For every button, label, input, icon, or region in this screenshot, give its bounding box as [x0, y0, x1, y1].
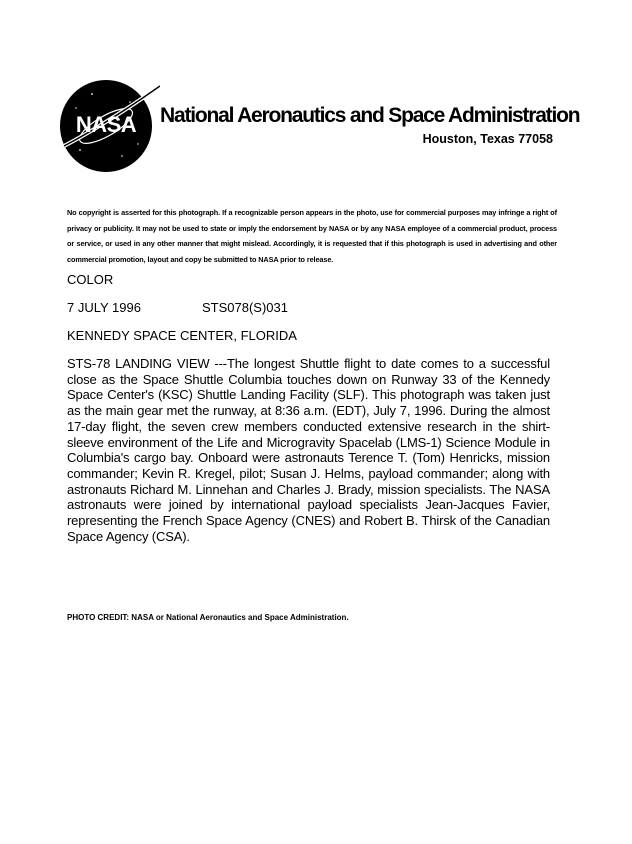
photo-caption: STS-78 LANDING VIEW ---The longest Shuttle flight to date comes to a successful close as the Space Shuttle Columbia touches down on Runway 33 of the Kennedy Space Center's (KSC) Shuttle Landing Facility (SLF). This photograph was taken just as the main gear met the runway, at 8:36 a.m. (EDT), July 7, 1996. During the almost 17-day flight, the seven crew members conducted extensive research in the shirt-sleeve environment of the Life and Microgravity Spacelab (LMS-1) Science Module in Columbia's cargo bay. Onboard were astronauts Terence T. (Tom) Henricks, mission commander; Kevin R. Kregel, pilot; Susan J. Helms, payload commander; along with astronauts Richard M. Linnehan and Charles J. Brady, mission specialists. The NASA astronauts were joined by international payload specialists Jean-Jacques Favier, representing the French Space Agency (CNES) and Robert B. Thirsk of the Canadian Space Agency (CSA). [67, 356, 550, 544]
photo-id: STS078(S)031 [202, 300, 288, 315]
photo-date: 7 JULY 1996 [67, 300, 141, 315]
nasa-logo-text: NASA [75, 112, 137, 137]
photo-credit: PHOTO CREDIT: NASA or National Aeronautics and Space Administration. [67, 613, 349, 622]
copyright-disclaimer: No copyright is asserted for this photograph. If a recognizable person appears in the photo, use for commercial purposes may infringe a right of privacy or publicity. It may not be used to state or imply the endorsement by NASA or by any NASA employee of a commercial product, process or service, or used in any other manner that might mislead. Accordingly, it is requested that if this photograph is used in advertising and other commercial promotion, layout and copy be submitted to NASA prior to release. [67, 208, 557, 264]
photo-location: KENNEDY SPACE CENTER, FLORIDA [67, 328, 297, 343]
color-label: COLOR [67, 272, 114, 287]
organization-address: Houston, Texas 77058 [422, 132, 553, 146]
nasa-logo [56, 72, 160, 176]
organization-name: National Aeronautics and Space Administration [160, 104, 580, 127]
